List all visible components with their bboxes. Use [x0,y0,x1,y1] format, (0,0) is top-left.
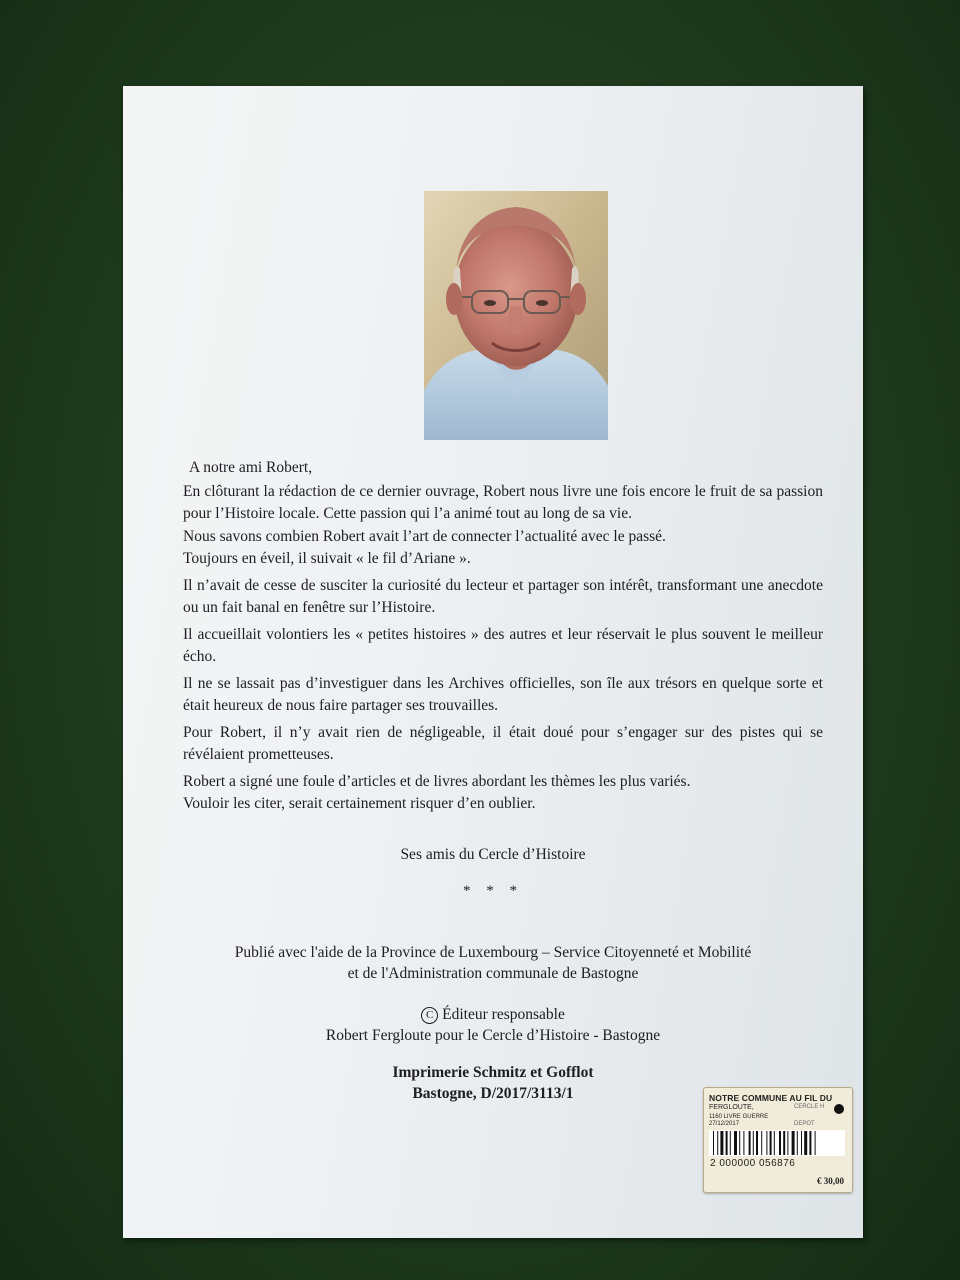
sticker-depot: DEPOT [794,1121,815,1127]
sticker-category: 1160 LIVRE GUERRE [709,1114,769,1120]
editor-line-1 [123,1004,863,1025]
printer-line-1: Imprimerie Schmitz et Gofflot [392,1064,594,1081]
portrait-photo [424,191,608,440]
dedication-paragraph: Il n’avait de cesse de susciter la curiosité du lecteur et partager son intérêt, transformant une anecdote ou un fait banal en fenêtre sur l’Histoire. [183,576,823,616]
dedication-paragraph: Toujours en éveil, il suivait « le fil d’Ariane ». [183,550,471,567]
sticker-author: FERGLOUTE, [709,1104,754,1111]
sticker-publisher: CERCLE H [794,1104,825,1110]
dedication-paragraph: Il ne se lassait pas d’investiguer dans les Archives officielles, son île aux trésors en quelque sorte et était heureux de nous faire partager ses trouvailles. [183,674,823,714]
publisher-line-2: et de l'Administration communale de Bastogne [347,965,639,982]
dedication-paragraph: Il accueillait volontiers les « petites histoires » des autres et leur réservait le plus souvent le meilleur écho. [183,625,823,665]
dedication-text [183,457,823,816]
editor-title: Éditeur responsable [442,1006,565,1023]
dedication-paragraph: Robert a signé une foule d’articles et de livres abordant les thèmes les plus variés. [183,772,691,790]
publisher-line-1: Publié avec l'aide de la Province de Luxembourg – Service Citoyenneté et Mobilité [234,944,752,961]
editor-line-2: Robert Fergloute pour le Cercle d’Histoire - Bastogne [325,1027,661,1044]
dedication-salutation: A notre ami Robert, [189,459,313,476]
sticker-date: 27/12/2017 [709,1121,740,1127]
editor-credit [123,1004,863,1046]
signoff: Ses amis du Cercle d’Histoire [400,846,586,863]
dedication-paragraph: Nous savons combien Robert avait l’art de connecter l’actualité avec le passé. [183,527,666,545]
dedication-paragraph: En clôturant la rédaction de ce dernier ouvrage, Robert nous livre une fois encore le fruit de sa passion pour l’Histoire locale. Cette passion qui l’a animé tout au long de sa vie. [183,482,823,522]
sticker-title: NOTRE COMMUNE AU FIL DU [709,1093,833,1103]
copyright-icon: C [421,1007,438,1024]
printer-line-2: Bastogne, D/2017/3113/1 [412,1085,574,1102]
dedication-paragraph: Vouloir les citer, serait certainement risquer d’en oublier. [183,795,536,812]
dedication-paragraph: Pour Robert, il n’y avait rien de négligeable, il était doué pour s’engager sur des pistes qui se révélaient prometteuses. [183,723,823,763]
barcode-icon [709,1130,845,1156]
sticker-price: € 30,00 [817,1176,844,1186]
publisher-credit [123,942,863,984]
separator-stars: * * * [463,883,523,899]
sticker-dot-icon [834,1104,844,1114]
sticker-ean: 2 000000 056876 [710,1158,796,1169]
price-sticker [703,1087,853,1193]
